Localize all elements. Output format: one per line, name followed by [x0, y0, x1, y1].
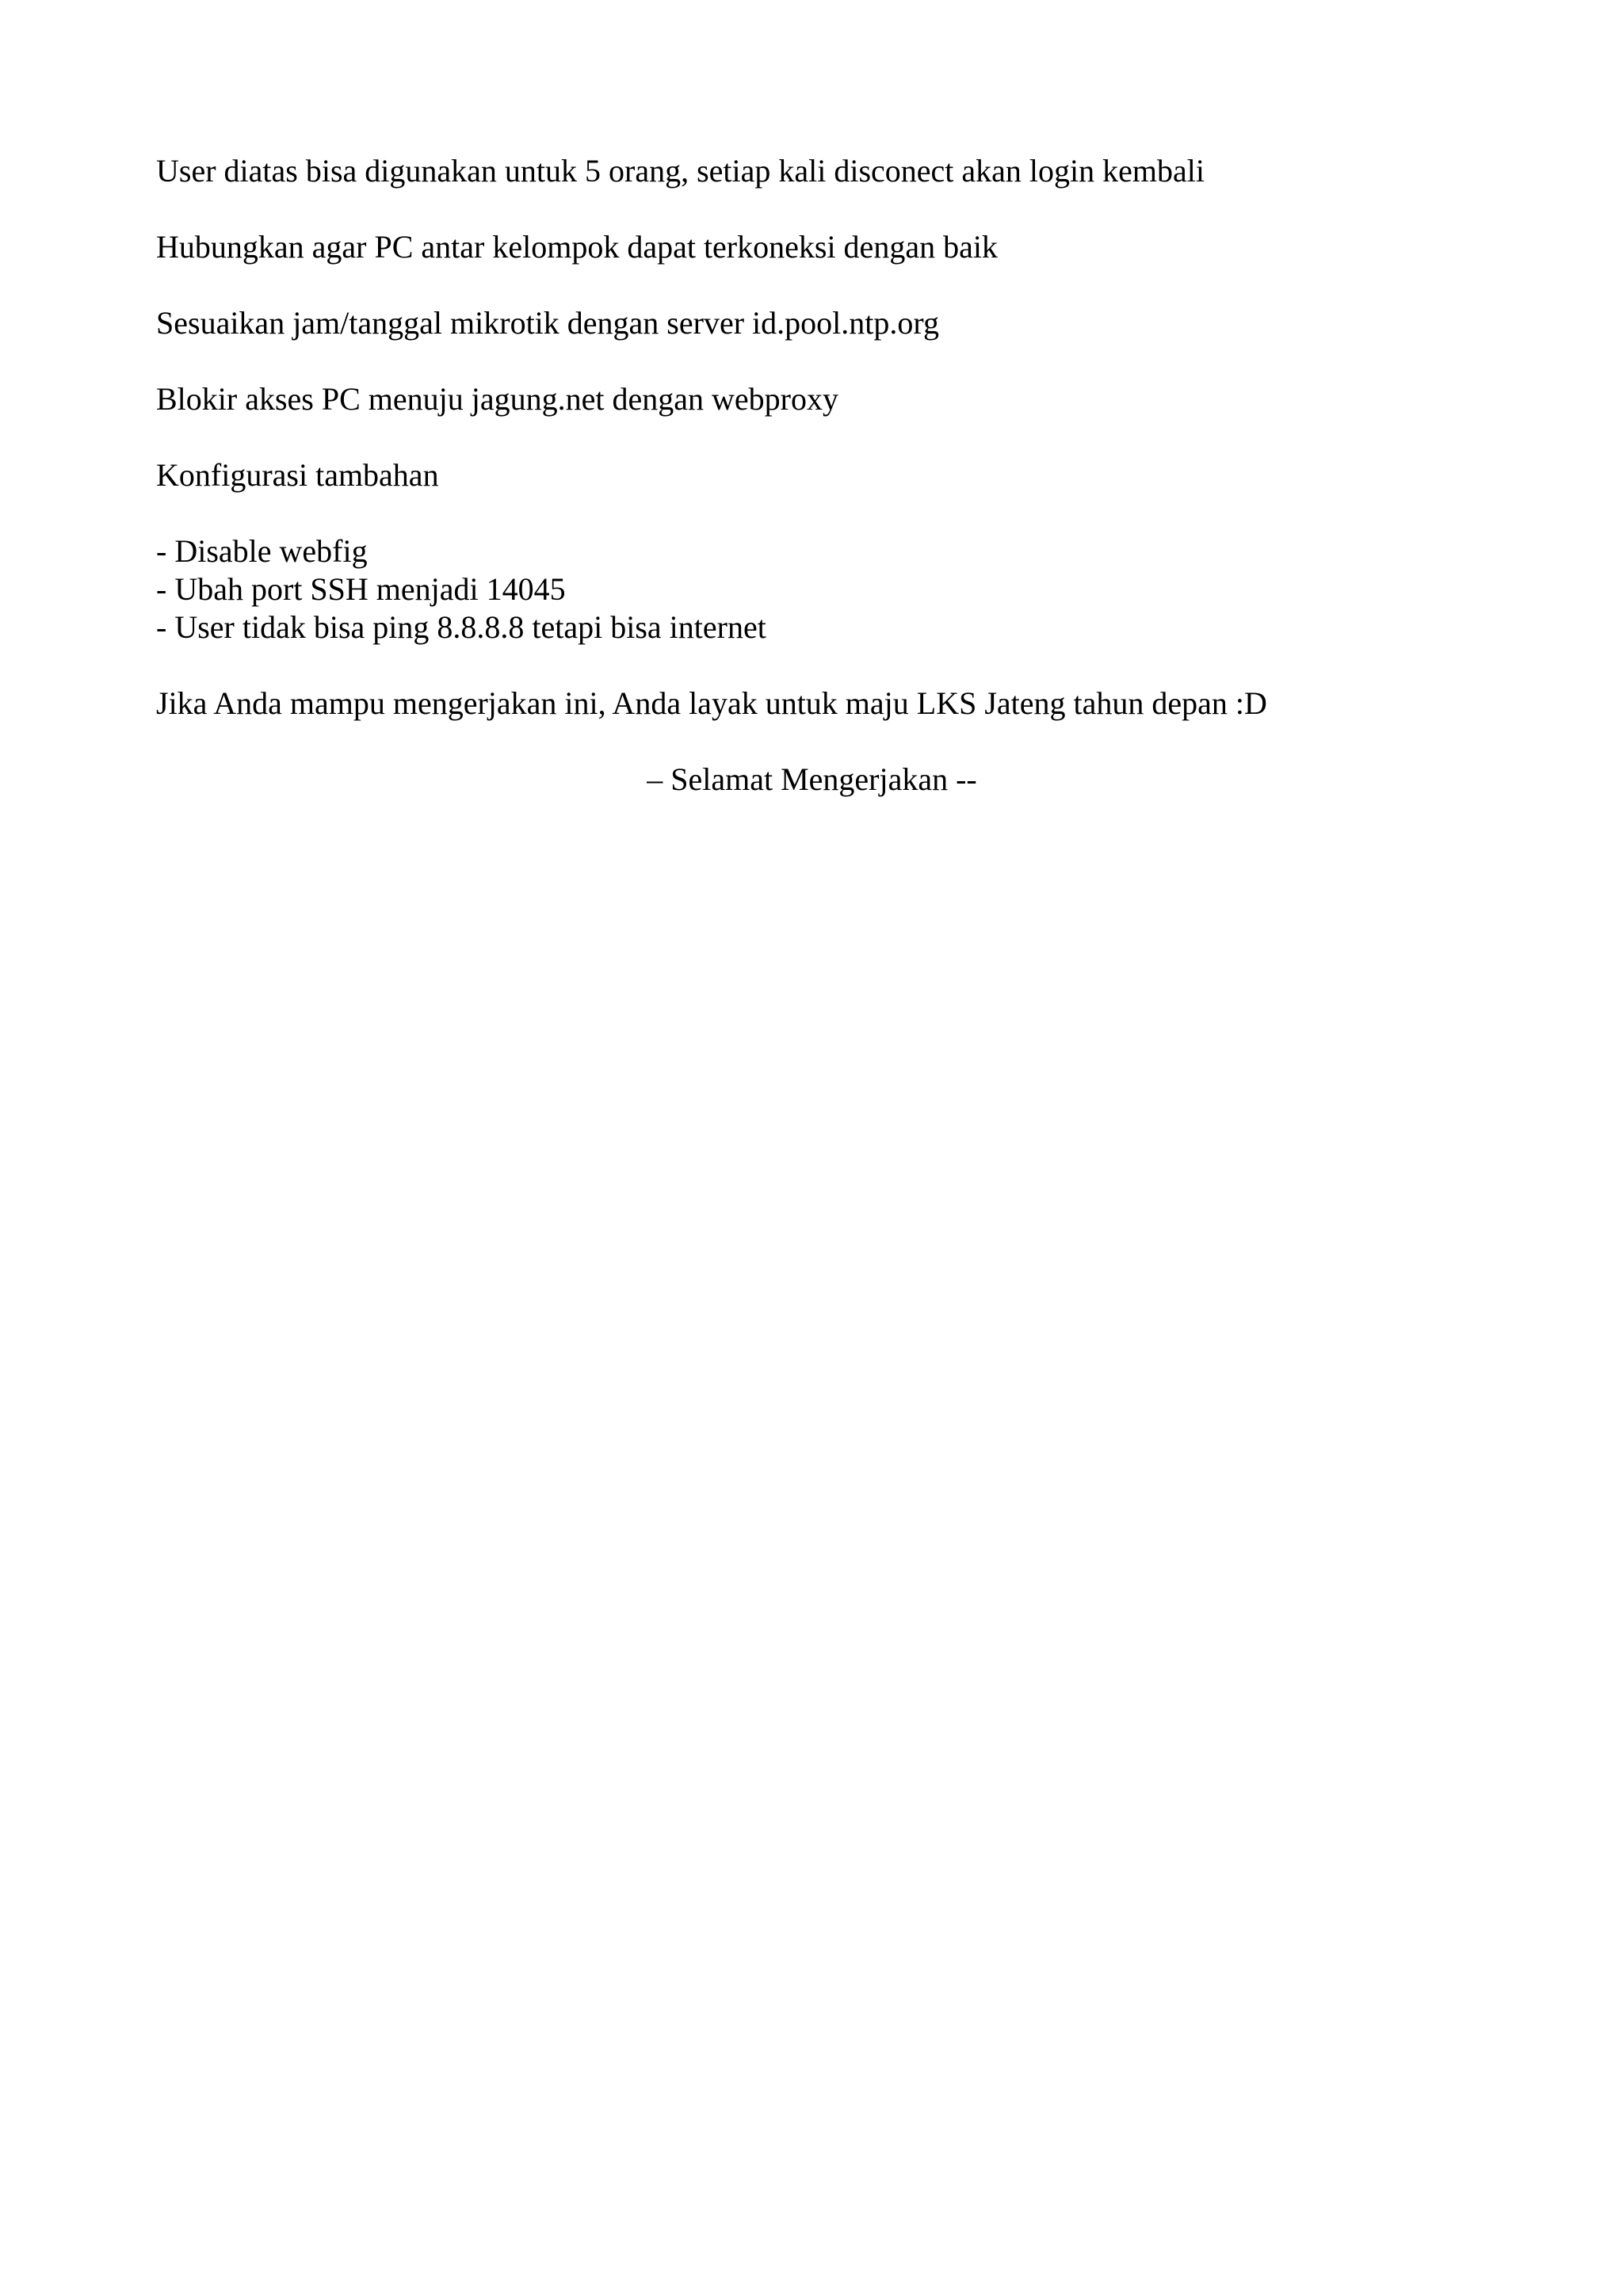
closing-line: – Selamat Mengerjakan -- [647, 761, 977, 797]
paragraph-connect-pc: Hubungkan agar PC antar kelompok dapat terkoneksi dengan baik [156, 229, 998, 265]
paragraph-user-usage: User diatas bisa digunakan untuk 5 orang, setiap kali disconect akan login kembali [156, 153, 1205, 189]
paragraph-block-webproxy: Blokir akses PC menuju jagung.net dengan webproxy [156, 381, 838, 417]
paragraph-ntp-time: Sesuaikan jam/tanggal mikrotik dengan server id.pool.ntp.org [156, 305, 939, 341]
paragraph-extra-config-heading: Konfigurasi tambahan [156, 457, 439, 493]
paragraph-motivation: Jika Anda mampu mengerjakan ini, Anda layak untuk maju LKS Jateng tahun depan :D [156, 685, 1267, 721]
list-item: - Ubah port SSH menjadi 14045 [156, 571, 566, 607]
list-item: - User tidak bisa ping 8.8.8.8 tetapi bisa internet [156, 609, 766, 645]
list-item: - Disable webfig [156, 533, 368, 569]
document-body [156, 152, 1468, 799]
extra-config-list [156, 532, 1468, 646]
